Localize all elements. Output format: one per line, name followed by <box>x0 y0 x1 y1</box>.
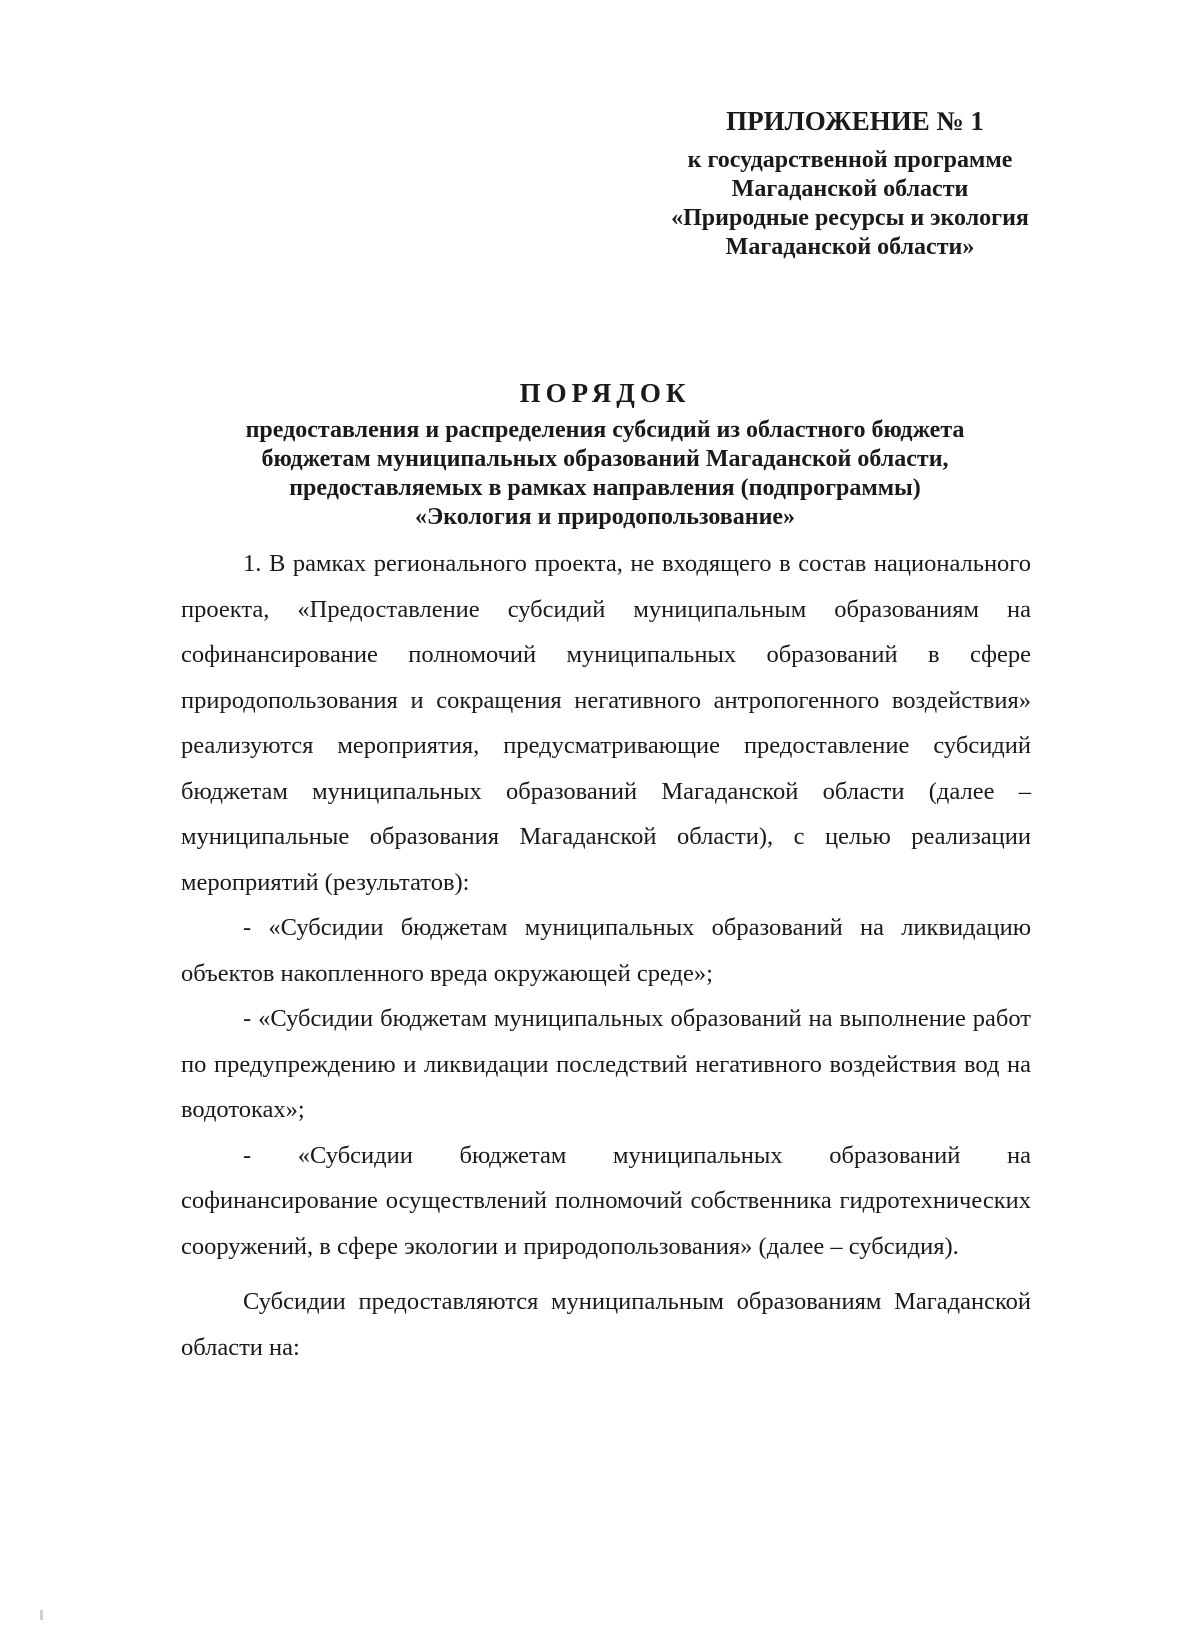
scan-mark <box>40 1610 43 1620</box>
appendix-line: Магаданской области» <box>725 234 975 260</box>
heading-line: «Экология и природопользование» <box>414 504 796 530</box>
list-item-1: - «Субсидии бюджетам муниципальных образований на ликвидацию объектов накопленного вреда окружающей среде»; <box>181 914 1031 987</box>
list-item-2: - «Субсидии бюджетам муниципальных образований на выполнение работ по предупреждению и ликвидации последствий негативного воздействия вод на водотоках»; <box>181 1005 1031 1123</box>
document-heading <box>160 376 1050 532</box>
heading-line: бюджетам муниципальных образований Магаданской области, <box>261 446 949 472</box>
heading-line: предоставления и распределения субсидий из областного бюджета <box>245 417 965 443</box>
appendix-line: «Природные ресурсы и экология <box>671 205 1029 231</box>
appendix-line: к государственной программе <box>687 147 1013 173</box>
paragraph-2: Субсидии предоставляются муниципальным образованиям Магаданской области на: <box>181 1288 1031 1361</box>
appendix-header <box>600 104 1100 262</box>
appendix-title: ПРИЛОЖЕНИЕ № 1 <box>726 106 984 136</box>
heading-line: предоставляемых в рамках направления (подпрограммы) <box>289 475 921 501</box>
document-title: ПОРЯДОК <box>519 378 691 408</box>
paragraph-1: 1. В рамках регионального проекта, не входящего в состав национального проекта, «Предоставление субсидий муниципальным образованиям на софинансирование полномочий муниципальных образований в сфере природопользования и сокращения негативного антропогенного воздействия» реализуются мероприятия, предусматривающие предоставление субсидий бюджетам муниципальных образований Магаданской области (далее – муниципальные образования Магаданской области), с целью реализации мероприятий (результатов): <box>181 550 1031 896</box>
list-item-3: - «Субсидии бюджетам муниципальных образований на софинансирование осуществлений полномочий собственника гидротехнических сооружений, в сфере экологии и природопользования» (далее – субсидия). <box>181 1141 1031 1260</box>
appendix-line: Магаданской области <box>731 176 969 202</box>
document-body <box>181 541 1031 1370</box>
